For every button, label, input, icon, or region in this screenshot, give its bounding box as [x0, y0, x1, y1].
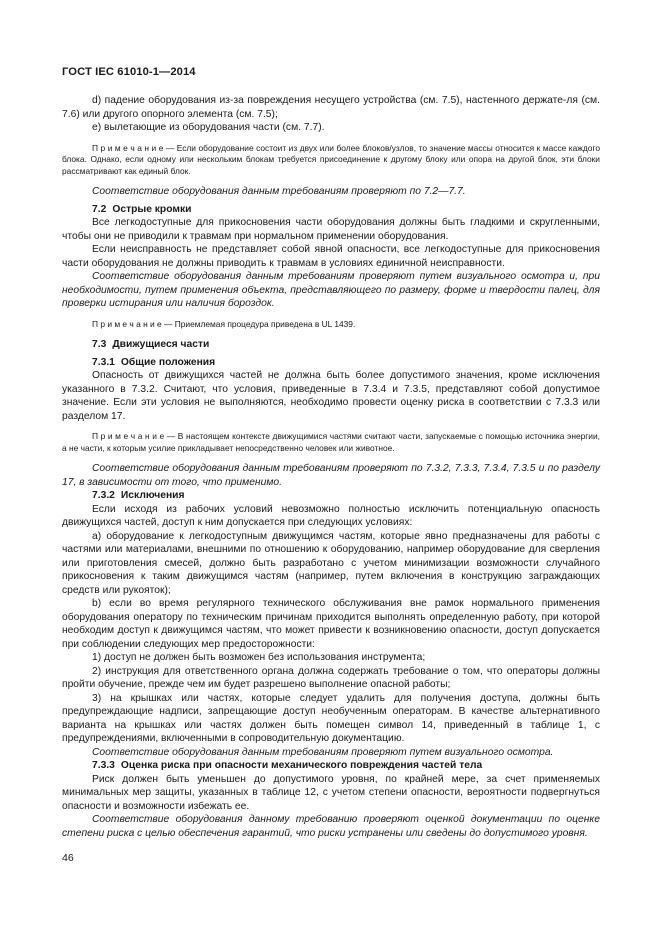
list-item-b3: 3) на крышках или частях, которые следует удалить для получения доступа, должны быть предупреждающие надписи, запрещающие доступ необученным операторам. В качестве альтернативного варианта на крышках или частях должен быть помещен символ 14, приведенный в таблице 1, с предупреждениями, включенными в сопроводительную документацию. — [62, 692, 600, 744]
section-title: Движущиеся части — [112, 339, 210, 350]
compliance-text: Соответствие оборудования данному требованию проверяют оценкой документации по оценке степени риска с целью обеспечения гарантий, что риски устранены или сведены до допустимого уровня. — [62, 814, 600, 839]
section-number: 7.3.1 — [92, 356, 115, 368]
section-heading-7-3-2 — [62, 489, 600, 503]
paragraph: Риск должен быть уменьшен до допустимого уровня, по крайней мере, за счет применяемых минимальных мер защиты, указанных в таблице 12, с учетом степени опасности, вероятности подвергнуться опасности и возможности избежать ее. — [62, 773, 600, 812]
section-number: 7.2 — [92, 203, 107, 215]
note-mass: П р и м е ч а н и е — Если оборудование состоит из двух или более блоков/узлов, то значение массы относится к массе каждого блока. Однако, если одному или нескольким блокам требуется присоединение к другому блоку или опора на другой блок, эти блоки рассматривают как единый блок. — [62, 142, 600, 176]
page-content — [62, 94, 600, 840]
compliance-text: Соответствие оборудования данным требованиям проверяют по 7.2—7.7. — [92, 186, 466, 197]
list-item-b2: 2) инструкция для ответственного органа должна содержать требование о том, что операторы должны пройти обучение, прежде чем им будет разрешено выполнение опасной работы; — [62, 665, 600, 690]
section-title: Исключения — [120, 490, 185, 501]
paragraph: Опасность от движущихся частей не должна быть более допустимого значения, кроме исключения указанного в 7.3.2. Считают, что условия, приведенные в 7.3.4 и 7.3.5, представляют собой допустимое значение. Если эти условия не выполняются, необходимо провести оценку риска в соответствии с 7.3.3 или разделом 17. — [62, 370, 600, 422]
standard-header: ГОСТ IEC 61010-1—2014 — [62, 66, 196, 78]
section-heading-7-3-1 — [62, 356, 600, 370]
section-number: 7.3.3 — [92, 760, 115, 771]
section-title: Общие положения — [120, 356, 216, 368]
list-item-e: e) вылетающие из оборудования части (см. 7.7). — [92, 122, 325, 133]
section-number: 7.3.2 — [92, 490, 115, 501]
section-title: Оценка риска при опасности механического повреждения частей тела — [120, 760, 483, 771]
compliance-text: Соответствие оборудования данным требованиям проверяют путем визуального осмотра и, при необходимости, путем применения объекта, представляющего по размеру, форме и твердости палец, для проверки истирания или наличия бороздок. — [62, 271, 600, 309]
paragraph: Если неисправность не представляет собой явной опасности, все легкодоступные для прикосновения части оборудования не должны приводить к травмам в условиях единичной неисправности. — [62, 244, 600, 269]
paragraph: Если исходя из рабочих условий невозможно полностью исключить потенциальную опасность движущихся частей, доступ к ним допускается при следующих условиях: — [62, 503, 600, 528]
compliance-text: Соответствие оборудования данным требованиям проверяют путем визуального осмотра. — [92, 746, 554, 758]
section-number: 7.3 — [92, 339, 107, 350]
section-heading-7-3 — [62, 338, 600, 352]
note-moving-parts: П р и м е ч а н и е — В настоящем контексте движущимися частями считают части, запускаемые с помощью источника энергии, а не части, к которым усилие прикладывает непосредственно человек или животное. — [62, 431, 600, 453]
page-number: 46 — [62, 852, 74, 864]
paragraph: Все легкодоступные для прикосновения части оборудования должны быть гладкими и скругленными, чтобы они не приводили к травмам при нормальном применении оборудования. — [62, 217, 600, 242]
section-heading-7-3-3 — [62, 759, 600, 773]
list-item-a: a) оборудование к легкодоступным движущимся частям, которые явно предназначены для работы с частями или материалами, внешними по отношению к оборудованию, например оборудование для сверления или приготовления смесей, должно быть разработано с учетом минимизации возможности случайного прикосновения к таким движущимся частям (например, путем включения в конструкцию заграждающих средств или рукояток); — [62, 530, 600, 596]
list-item-d: d) падение оборудования из-за повреждения несущего устройства (см. 7.5), настенного держате-ля (см. 7.6) или другого опорного элемента (см. 7.5); — [62, 95, 600, 120]
list-item-b1: 1) доступ не должен быть возможен без использования инструмента; — [92, 652, 426, 663]
section-title: Острые кромки — [112, 203, 192, 215]
note-ul1439: П р и м е ч а н и е — Приемлемая процедура приведена в UL 1439. — [92, 318, 356, 329]
list-item-b: b) если во время регулярного технического обслуживания вне рамок нормального применения оборудования оператору по техническим причинам приходится выполнять определенную работу, при которой необходим доступ к движущимся частям, что может привести к возникновению опасности, доступ допускается при соблюдении следующих мер предосторожности: — [62, 598, 600, 650]
section-heading-7-2 — [62, 203, 600, 217]
compliance-text: Соответствие оборудования данным требованиям проверяют по 7.3.2, 7.3.3, 7.3.4, 7.3.5 и по разделу 17, в зависимости от того, что применимо. — [62, 463, 600, 488]
